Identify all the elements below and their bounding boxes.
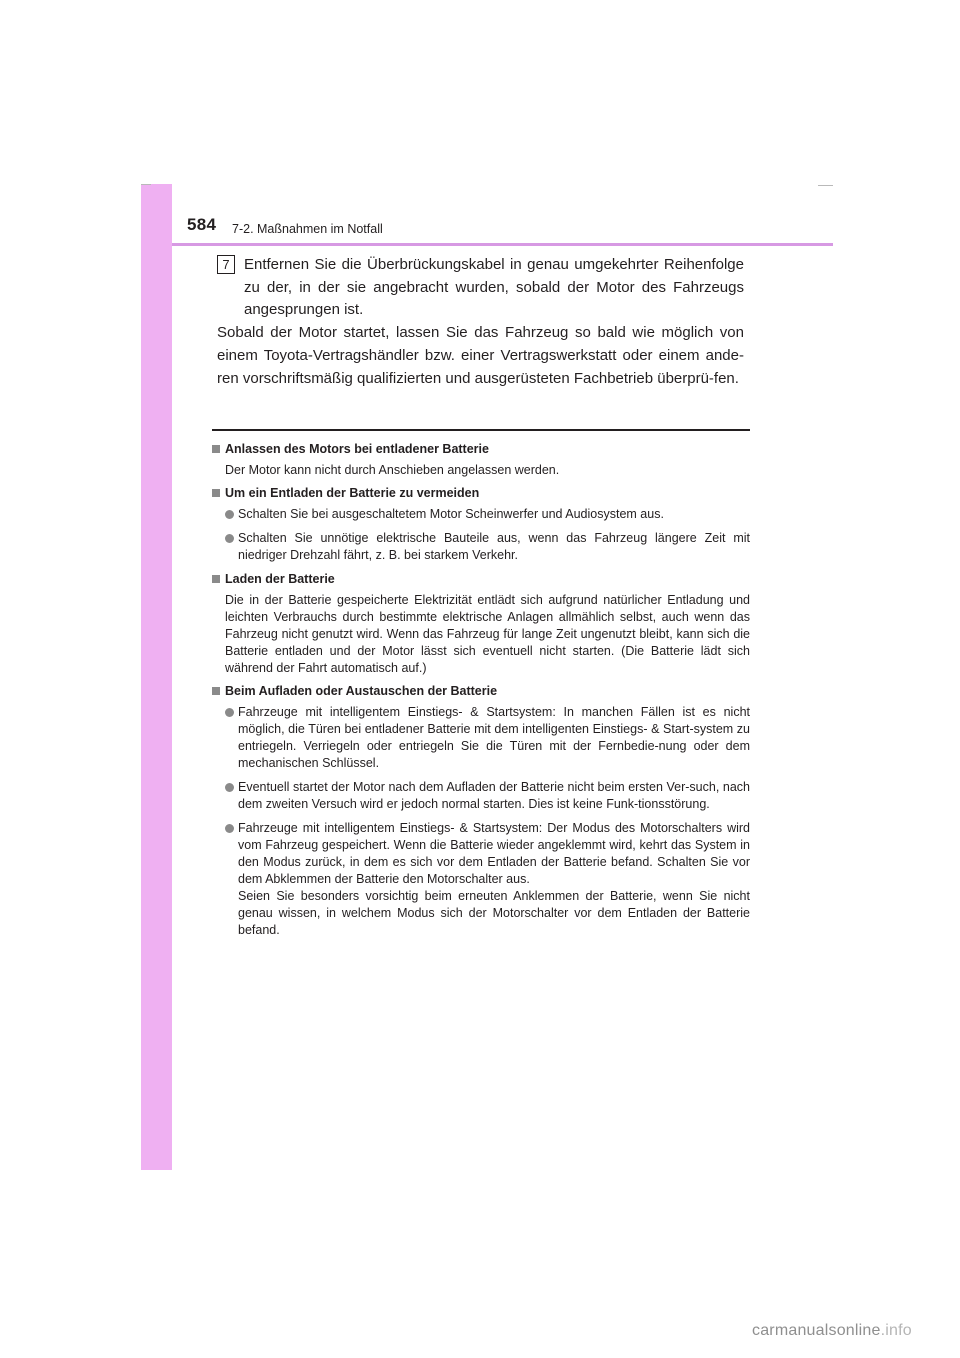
note-heading bbox=[212, 571, 750, 588]
watermark bbox=[752, 1322, 912, 1340]
crop-mark bbox=[141, 184, 151, 185]
notes-section bbox=[212, 441, 750, 946]
list-item bbox=[212, 506, 750, 523]
note-body: Der Motor kann nicht durch Anschieben angelassen werden. bbox=[225, 463, 560, 477]
circle-bullet-icon bbox=[225, 708, 234, 717]
page-number: 584 bbox=[187, 215, 217, 234]
list-item-text: Eventuell startet der Motor nach dem Aufladen der Batterie nicht beim ersten Ver-such, nach dem zweiten Versuch wird er jedoch normal starten. Dies ist keine Funk-tionsstörung. bbox=[238, 780, 750, 811]
crop-mark bbox=[818, 185, 833, 186]
list-item bbox=[212, 779, 750, 813]
note-heading bbox=[212, 683, 750, 700]
note-body: Die in der Batterie gespeicherte Elektrizität entlädt sich aufgrund natürlicher Entladung und leichten Verbrauchs durch bestimmte elektrische Anlagen allmählich selbst, auch wenn das Fahrzeug nicht genutzt wird. Wenn das Fahrzeug für lange Zeit ungenutzt bleibt, kann sich die Batterie entladen und der Motor lässt sich eventuell nicht starten. (Die Batterie lädt sich während der Fahrt automatisch auf.) bbox=[225, 593, 750, 675]
square-bullet-icon bbox=[212, 687, 220, 695]
note-heading bbox=[212, 441, 750, 458]
circle-bullet-icon bbox=[225, 783, 234, 792]
list-item-text: Schalten Sie unnötige elektrische Bauteile aus, wenn das Fahrzeug längere Zeit mit niedriger Drehzahl fährt, z. B. bei starkem Verkehr. bbox=[238, 531, 750, 562]
square-bullet-icon bbox=[212, 575, 220, 583]
section-divider bbox=[212, 429, 750, 431]
chapter-sidebar bbox=[141, 184, 172, 1170]
square-bullet-icon bbox=[212, 445, 220, 453]
note bbox=[212, 441, 750, 479]
note-title: Laden der Batterie bbox=[225, 572, 335, 586]
list-item bbox=[212, 530, 750, 564]
note-title: Um ein Entladen der Batterie zu vermeiden bbox=[225, 486, 480, 500]
note bbox=[212, 571, 750, 677]
list-item-text: Schalten Sie bei ausgeschaltetem Motor Scheinwerfer und Audiosystem aus. bbox=[238, 507, 664, 521]
list-item bbox=[212, 704, 750, 772]
circle-bullet-icon bbox=[225, 534, 234, 543]
body-paragraph: Sobald der Motor startet, lassen Sie das Fahrzeug so bald wie möglich von einem Toyota-Vertragshändler bzw. einer Vertragswerkstatt oder einem ande-ren vorschriftsmäßig qualifizierten und ausgerüsteten Fachbetrieb überprü-fen. bbox=[217, 324, 744, 387]
circle-bullet-icon bbox=[225, 510, 234, 519]
circle-bullet-icon bbox=[225, 824, 234, 833]
list-item-text: Seien Sie besonders vorsichtig beim erneuten Anklemmen der Batterie, wenn Sie nicht genau wissen, in welchem Modus sich der Motorschalter vor dem Entladen der Batterie befand. bbox=[238, 889, 750, 937]
note bbox=[212, 683, 750, 939]
section-title: 7-2. Maßnahmen im Notfall bbox=[232, 222, 383, 236]
step-text: Entfernen Sie die Überbrückungskabel in genau umgekehrter Reihenfolge zu der, in der sie angebracht wurden, sobald der Motor des Fahrzeugs angesprungen ist. bbox=[244, 256, 744, 318]
list-item bbox=[212, 820, 750, 939]
note bbox=[212, 485, 750, 564]
watermark-site: carmanualsonline bbox=[752, 1322, 881, 1339]
watermark-ext: .info bbox=[880, 1322, 912, 1339]
square-bullet-icon bbox=[212, 489, 220, 497]
list-item-text: Fahrzeuge mit intelligentem Einstiegs- & Startsystem: Der Modus des Motorschalters wird vom Fahrzeug gespeichert. Wenn die Batterie wieder angeklemmt wird, kehrt das System in den Modus zurück, in dem es sich vor dem Entladen der Batterie befand. Schalten Sie vor dem Abklemmen der Batterie den Motorschalter aus. bbox=[238, 821, 750, 886]
step-number: 7 bbox=[217, 255, 235, 274]
header-rule bbox=[172, 243, 833, 246]
note-title: Anlassen des Motors bei entladener Batterie bbox=[225, 442, 489, 456]
list-item-text: Fahrzeuge mit intelligentem Einstiegs- & Startsystem: In manchen Fällen ist es nicht möglich, die Türen bei entladener Batterie mit dem intelligenten Einstiegs- & Start-system zu entriegeln. Verriegeln oder entriegeln Sie die Türen mit der Fernbedie-nung oder dem mechanischen Schlüssel. bbox=[238, 705, 750, 770]
note-title: Beim Aufladen oder Austauschen der Batterie bbox=[225, 684, 498, 698]
note-heading bbox=[212, 485, 750, 502]
